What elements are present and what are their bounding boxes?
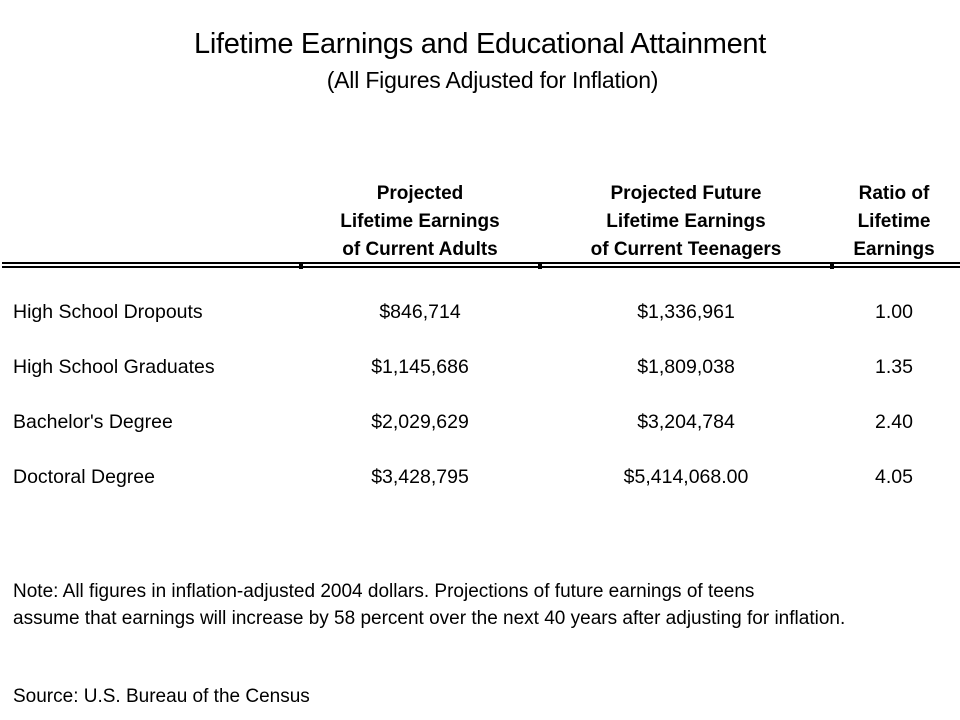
row-label: Bachelor's Degree [13, 411, 173, 433]
cell-current-adults: $3,428,795 [371, 466, 469, 488]
cell-current-teenagers: $1,336,961 [637, 301, 735, 323]
cell-current-teenagers: $5,414,068.00 [623, 466, 749, 488]
table-row [0, 301, 960, 331]
header-divider-bottom [2, 266, 960, 268]
header-divider-top [2, 262, 960, 264]
column-header-line: Lifetime Earnings [606, 211, 766, 232]
cell-ratio: 1.00 [875, 301, 913, 323]
footnote [13, 578, 845, 632]
column-header-ratio [835, 180, 953, 264]
column-header-current-adults [320, 180, 520, 264]
cell-ratio: 2.40 [875, 411, 913, 433]
page-subtitle: (All Figures Adjusted for Inflation) [326, 67, 659, 93]
table-row [0, 411, 960, 441]
column-header-line: Projected [376, 183, 464, 204]
page-title: Lifetime Earnings and Educational Attainment [194, 28, 766, 60]
column-header-line: Ratio of [858, 183, 930, 204]
cell-ratio: 4.05 [875, 466, 913, 488]
source-citation: Source: U.S. Bureau of the Census [13, 686, 310, 707]
cell-current-teenagers: $1,809,038 [637, 356, 735, 378]
cell-current-teenagers: $3,204,784 [637, 411, 735, 433]
column-header-line: Lifetime [857, 211, 931, 232]
header-divider-tick [830, 262, 834, 269]
column-header-line: Lifetime Earnings [340, 211, 500, 232]
cell-ratio: 1.35 [875, 356, 913, 378]
header-divider-tick [538, 262, 542, 269]
row-label: Doctoral Degree [13, 466, 155, 488]
column-header-line: of Current Adults [342, 239, 498, 260]
row-label: High School Dropouts [13, 301, 203, 323]
cell-current-adults: $846,714 [379, 301, 461, 323]
column-header-line: of Current Teenagers [590, 239, 782, 260]
cell-current-adults: $2,029,629 [371, 411, 469, 433]
table-row [0, 356, 960, 386]
footnote-line: assume that earnings will increase by 58 percent over the next 40 years after adjusting for inflation. [13, 608, 846, 629]
cell-current-adults: $1,145,686 [371, 356, 469, 378]
row-label: High School Graduates [13, 356, 215, 378]
column-header-current-teenagers [570, 180, 802, 264]
header-divider-tick [299, 262, 303, 269]
footnote-line: Note: All figures in inflation-adjusted 2004 dollars. Projections of future earnings of teens [13, 581, 755, 602]
column-header-line: Projected Future [610, 183, 762, 204]
column-header-line: Earnings [853, 239, 935, 260]
table-row [0, 466, 960, 496]
